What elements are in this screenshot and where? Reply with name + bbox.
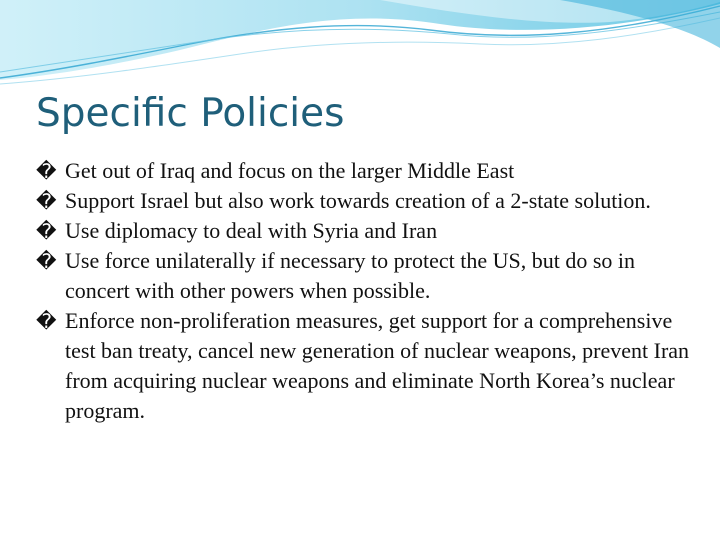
- header-wave-decoration: [0, 0, 720, 90]
- bullet-marker-icon: �: [36, 159, 57, 183]
- bullet-text: Use diplomacy to deal with Syria and Iran: [65, 218, 438, 243]
- bullet-item: [36, 246, 696, 306]
- bullet-marker-icon: �: [36, 219, 57, 243]
- bullet-text: Get out of Iraq and focus on the larger Middle East: [65, 158, 515, 183]
- bullet-list: [36, 156, 696, 426]
- slide-title: Specific Policies: [36, 91, 345, 136]
- bullet-text: Enforce non-proliferation measures, get support for a comprehensive test ban treaty, cancel new generation of nuclear weapons, prevent Iran from acquiring nuclear weapons and eliminate North Korea’s nuclear program.: [65, 308, 690, 423]
- bullet-item: [36, 216, 696, 246]
- bullet-item: [36, 186, 696, 216]
- bullet-text: Support Israel but also work towards creation of a 2-state solution.: [65, 188, 651, 213]
- bullet-item: [36, 156, 696, 186]
- bullet-text: Use force unilaterally if necessary to protect the US, but do so in concert with other powers when possible.: [65, 248, 636, 303]
- bullet-marker-icon: �: [36, 189, 57, 213]
- bullet-item: [36, 306, 696, 426]
- bullet-marker-icon: �: [36, 249, 57, 273]
- bullet-marker-icon: �: [36, 309, 57, 333]
